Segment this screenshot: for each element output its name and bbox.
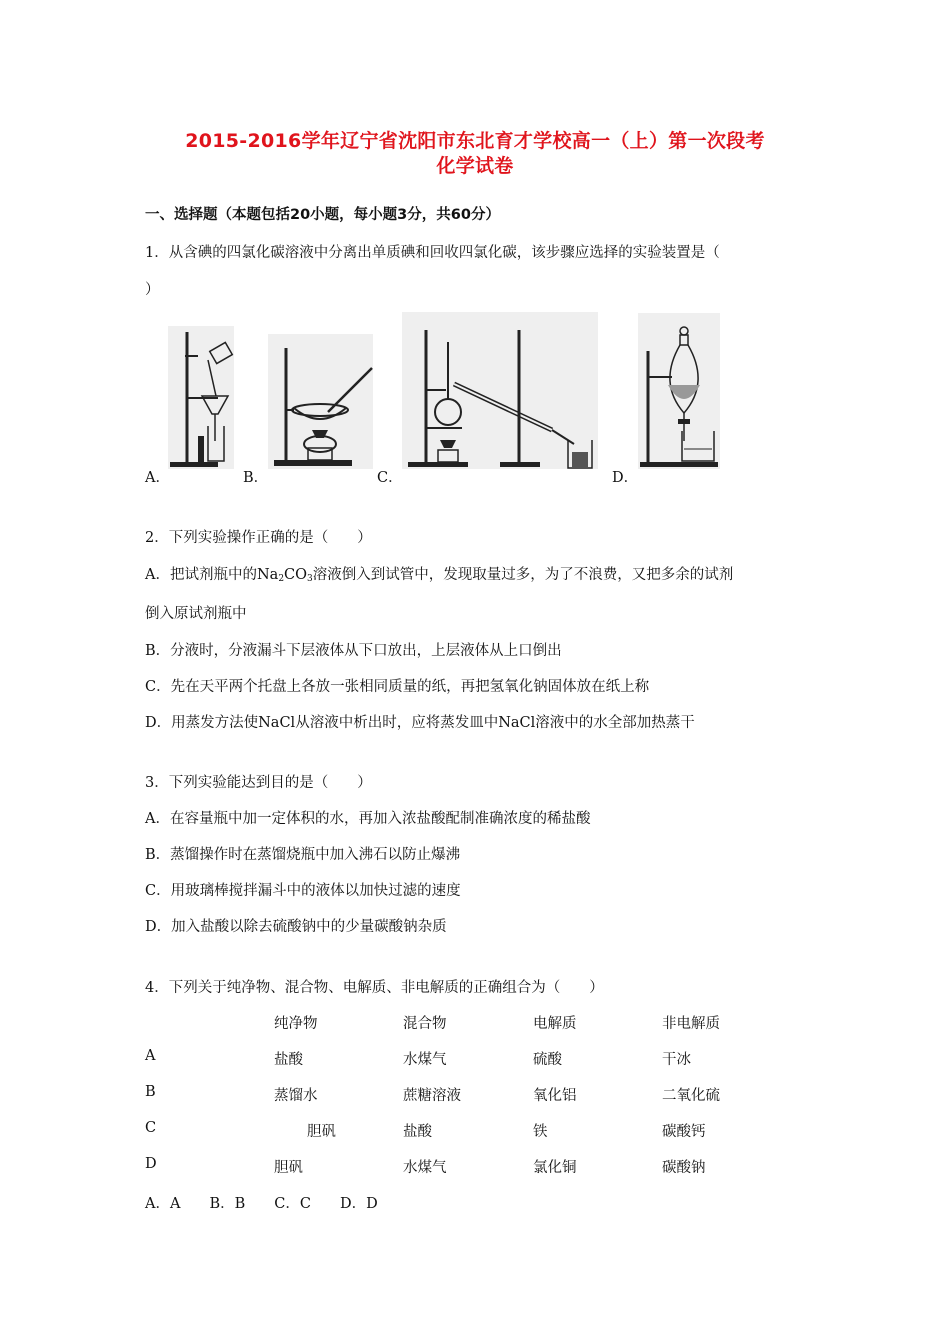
q3-stem: 3．下列实验能达到目的是（ ）: [145, 775, 372, 791]
q1-stem: 1．从含碘的四氯化碳溶液中分离出单质碘和回收四氯化碳，该步骤应选择的实验装置是（: [145, 245, 720, 261]
section-heading: 一、选择题（本题包括20小题，每小题3分，共60分）: [145, 207, 500, 223]
q3-option-b: B．蒸馏操作时在蒸馏烧瓶中加入沸石以防止爆沸: [145, 847, 461, 863]
figure-c-distillation: [402, 312, 598, 469]
table-row-label: D: [145, 1156, 157, 1172]
table-row-label: A: [145, 1048, 156, 1064]
table-cell: 碳酸钙: [662, 1124, 706, 1140]
q3-option-c: C．用玻璃棒搅拌漏斗中的液体以加快过滤的速度: [145, 883, 461, 899]
q3-option-d: D．加入盐酸以除去硫酸钠中的少量碳酸钠杂质: [145, 919, 447, 935]
table-cell: 氧化铝: [533, 1088, 577, 1104]
table-cell: 硫酸: [533, 1052, 562, 1068]
figure-c-label: C．: [377, 470, 403, 486]
figure-a-label: A．: [145, 470, 170, 486]
table-row-label: C: [145, 1120, 157, 1136]
q2-option-a-text-1: A．把试剂瓶中的Na: [145, 567, 279, 583]
table-cell: 水煤气: [403, 1160, 447, 1176]
q2-option-a-text-2: CO: [284, 567, 308, 583]
q2-option-d: D．用蒸发方法使NaCl从溶液中析出时，应将蒸发皿中NaCl溶液中的水全部加热蒸干: [145, 715, 695, 731]
q2-option-a-text-3: 溶液倒入到试管中，发现取量过多，为了不浪费，又把多余的试剂: [312, 567, 734, 583]
q1-stem-cont: ）: [145, 282, 160, 298]
table-cell: 胆矾: [307, 1124, 336, 1140]
q2-stem: 2．下列实验操作正确的是（ ）: [145, 530, 372, 546]
table-cell: 水煤气: [403, 1052, 447, 1068]
figure-b-label: B．: [243, 470, 269, 486]
table-header-mixture: 混合物: [403, 1016, 447, 1032]
q2-option-a: [145, 563, 733, 584]
q2-option-a-sub-1: 2: [278, 574, 285, 584]
table-row-label: B: [145, 1084, 156, 1100]
table-cell: 干冰: [662, 1052, 691, 1068]
table-header-pure: 纯净物: [274, 1016, 318, 1032]
table-cell: 碳酸钠: [662, 1160, 706, 1176]
q2-option-c: C．先在天平两个托盘上各放一张相同质量的纸，再把氢氧化钠固体放在纸上称: [145, 679, 650, 695]
table-cell: 蔗糖溶液: [403, 1088, 461, 1104]
document-title-line2: 化学试卷: [436, 155, 514, 177]
q4-stem: 4．下列关于纯净物、混合物、电解质、非电解质的正确组合为（ ）: [145, 980, 604, 996]
document-title-line1: 2015-2016学年辽宁省沈阳市东北育才学校高一（上）第一次段考: [185, 130, 765, 152]
figure-a-filtration: [168, 326, 234, 469]
table-header-nonelectrolyte: 非电解质: [662, 1016, 720, 1032]
figure-d-separatory-funnel: [638, 313, 720, 469]
table-cell: 氯化铜: [533, 1160, 577, 1176]
q3-option-a: A．在容量瓶中加一定体积的水，再加入浓盐酸配制准确浓度的稀盐酸: [145, 811, 591, 827]
figure-b-evaporation: [268, 334, 373, 469]
table-header-electrolyte: 电解质: [533, 1016, 577, 1032]
figure-d-label: D．: [612, 470, 639, 486]
q2-option-a-cont: 倒入原试剂瓶中: [145, 606, 247, 622]
table-cell: 盐酸: [403, 1124, 432, 1140]
table-cell: 铁: [533, 1124, 548, 1140]
q2-option-b: B．分液时，分液漏斗下层液体从下口放出，上层液体从上口倒出: [145, 643, 562, 659]
table-cell: 蒸馏水: [274, 1088, 318, 1104]
table-cell: 盐酸: [274, 1052, 303, 1068]
table-cell: 二氧化硫: [662, 1088, 720, 1104]
q2-option-a-sub-2: 3: [307, 574, 313, 584]
table-cell: 胆矾: [274, 1160, 303, 1176]
q4-options: A．A B．B C．C D．D: [145, 1196, 378, 1212]
